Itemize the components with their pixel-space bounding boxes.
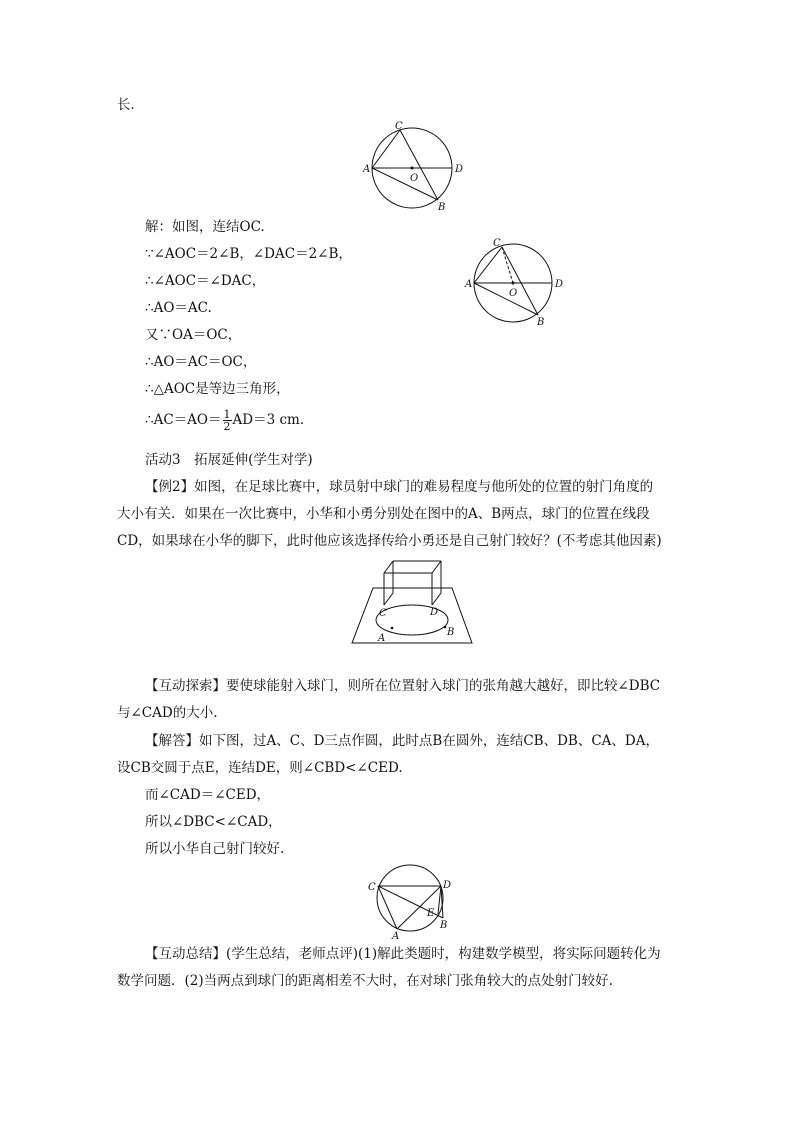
- label-e: E: [427, 908, 435, 919]
- label-d: D: [430, 607, 439, 618]
- example-line: CD，如果球在小华的脚下，此时他应该选择传给小勇还是自己射门较好？(不考虑其他因素): [117, 533, 662, 549]
- label-c: C: [368, 882, 376, 893]
- label-d: D: [443, 880, 452, 891]
- label-b: B: [537, 317, 545, 328]
- figure-circle-1: [360, 118, 470, 218]
- summary-line: 数学问题．(2)当两点到球门的距离相差不大时，在对球门张角较大的点处射门较好.: [117, 973, 613, 989]
- final-suffix: AD＝3 cm.: [232, 412, 305, 428]
- figure-circle-2: [462, 238, 572, 338]
- text-fragment: 长．: [117, 97, 144, 113]
- answer-line: 设CB交圆于点E，连结DE，则∠CBD<∠CED.: [117, 760, 403, 776]
- label-d: D: [455, 164, 464, 175]
- label-b: B: [438, 202, 446, 213]
- answer-line: 所以小华自己射门较好.: [145, 841, 285, 857]
- example-line: 【例2】如图，在足球比赛中，球员射中球门的难易程度与他所处的位置的射门角度的: [145, 479, 654, 495]
- fraction-half: $\frac{1}{2}$: [223, 408, 231, 433]
- label-a: A: [392, 931, 400, 942]
- answer-line: 【解答】如下图，过A、C、D三点作圆，此时点B在圆外，连结CB、DB、CA、DA，: [145, 733, 659, 749]
- solution-final-line: [145, 407, 304, 433]
- figure-soccer-field: [350, 555, 475, 647]
- solution-line: ∴△AOC是等边三角形，: [145, 381, 290, 397]
- solution-line: ∵∠AOC＝2∠B，∠DAC＝2∠B，: [145, 246, 352, 262]
- solution-line: 解：如图，连结OC.: [145, 219, 265, 235]
- label-c: C: [379, 608, 387, 619]
- summary-line: 【互动总结】(学生总结，老师点评)(1)解此类题时，构建数学模型，将实际问题转化为: [145, 946, 661, 962]
- solution-line: ∴AO＝AC＝OC，: [145, 354, 257, 370]
- label-a: A: [363, 164, 371, 175]
- solution-line: ∴∠AOC＝∠DAC，: [145, 273, 266, 289]
- solution-line: 又∵OA＝OC，: [145, 327, 242, 343]
- label-b: B: [440, 920, 448, 931]
- label-o: O: [410, 173, 419, 184]
- example-line: 大小有关．如果在一次比赛中，小华和小勇分别处在图中的A、B两点，球门的位置在线段: [117, 506, 650, 522]
- explore-line: 【互动探索】要使球能射入球门，则所在位置射入球门的张角越大越好，即比较∠DBC: [145, 678, 661, 694]
- figure-circle-3: [365, 862, 460, 942]
- label-c: C: [395, 121, 403, 132]
- label-b: B: [447, 627, 455, 638]
- answer-line: 所以∠DBC<∠CAD，: [145, 814, 282, 830]
- answer-line: 而∠CAD＝∠CED，: [145, 787, 271, 803]
- label-a: A: [378, 633, 386, 644]
- explore-line: 与∠CAD的大小.: [117, 705, 218, 721]
- label-o: O: [509, 288, 518, 299]
- label-a: A: [465, 279, 473, 290]
- label-d: D: [555, 279, 564, 290]
- label-c: C: [493, 238, 501, 249]
- final-prefix: ∴AC＝AO＝: [145, 412, 222, 428]
- solution-line: ∴AO＝AC.: [145, 300, 212, 316]
- activity-heading: 活动3 拓展延伸(学生对学): [145, 452, 313, 468]
